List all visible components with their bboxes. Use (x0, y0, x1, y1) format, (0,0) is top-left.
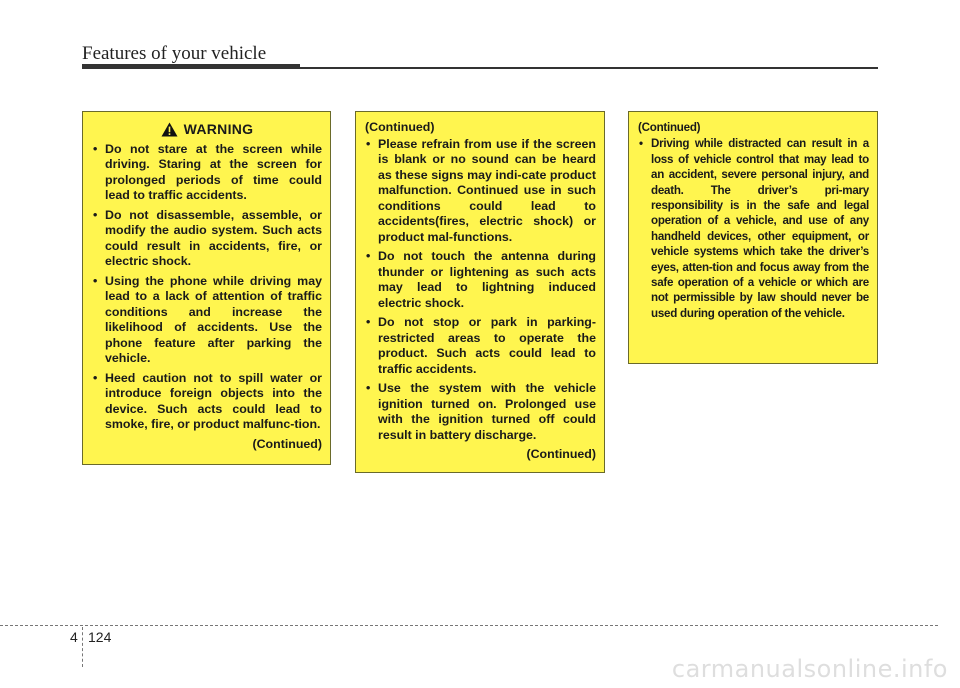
warning-item: • Please refrain from use if the screen is blank or no sound can be heard as these signs may indi-cate product malfunction. Continued use in such conditions could lead to accidents(fires, electric shock) or product mal-functions. (365, 137, 596, 246)
warning-item: • Using the phone while driving may lead to a lack of attention of traffic conditions and increase the likelihood of accidents. Use the phone feature after parking the vehicle. (92, 274, 322, 367)
warning-list-1 (92, 142, 322, 433)
warning-box-2 (355, 111, 605, 473)
warning-box-1 (82, 111, 331, 465)
warning-item: • Do not stare at the screen while driving. Staring at the screen for prolonged periods of time could lead to traffic accidents. (92, 142, 322, 204)
continued-heading: (Continued) (638, 121, 701, 134)
warning-item: • Do not touch the antenna during thunder or lightening as such acts may lead to lightning induced electric shock. (365, 249, 596, 311)
warning-item: • Do not disassemble, assemble, or modify the audio system. Such acts could result in accidents, fire, or electric shock. (92, 208, 322, 270)
warning-box-3 (628, 111, 878, 364)
footer-rule (0, 625, 938, 626)
header-rule (82, 67, 878, 69)
watermark: carmanualsonline.info (671, 655, 948, 683)
chapter-number: 4 (70, 629, 78, 645)
continued-heading: (Continued) (365, 120, 435, 134)
warning-list-2 (365, 137, 596, 444)
warning-triangle-icon (161, 122, 178, 137)
warning-item: • Driving while distracted can result in a loss of vehicle control that may lead to an accident, severe personal injury, and death. The driver’s pri-mary responsibility is in the safe and legal operation of a vehicle, and use of any handheld devices, other equipment, or vehicle systems which take the driver’s eyes, atten-tion and focus away from the safe operation of a vehicle or which are not permissible by law should never be used during operation of the vehicle. (638, 136, 869, 321)
warning-list-3 (638, 136, 869, 321)
footer-divider (82, 627, 83, 667)
page-header-title: Features of your vehicle (82, 43, 267, 64)
continued-label: (Continued) (252, 436, 322, 451)
warning-item: • Heed caution not to spill water or introduce foreign objects into the device. Such acts could lead to smoke, fire, or product malfunc-tion. (92, 371, 322, 433)
warning-heading (92, 122, 322, 138)
warning-item: • Use the system with the vehicle ignition turned on. Prolonged use with the ignition turned off could result in battery discharge. (365, 381, 596, 443)
page-number: 124 (88, 629, 112, 645)
warning-item: • Do not stop or park in parking-restricted areas to operate the product. Such acts could lead to traffic accidents. (365, 315, 596, 377)
continued-label: (Continued) (526, 447, 596, 461)
warning-label: WARNING (183, 121, 254, 137)
